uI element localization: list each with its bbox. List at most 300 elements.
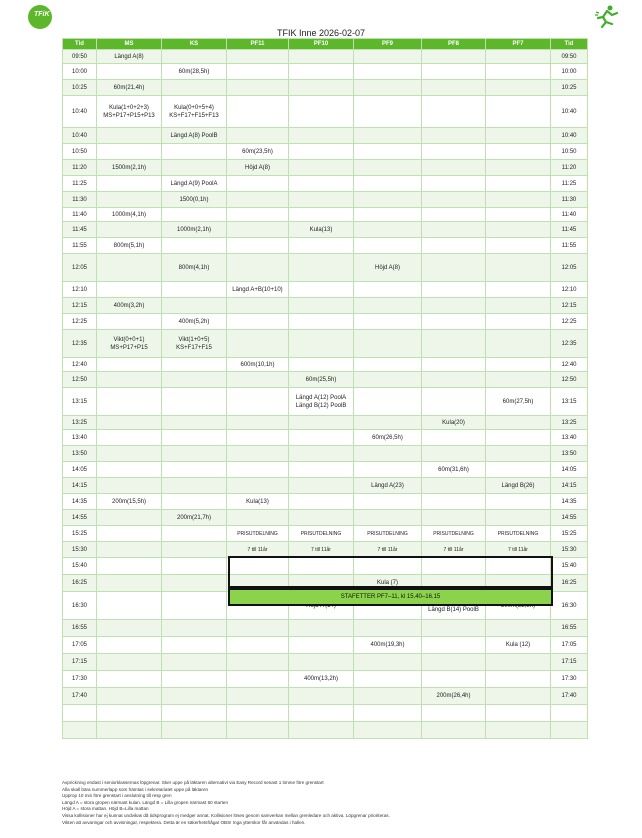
event-cell <box>97 558 162 575</box>
event-cell: Längd B(14) PoolB <box>422 592 486 620</box>
event-cell <box>162 558 227 575</box>
event-cell <box>162 575 227 592</box>
header-cell: MS <box>97 39 162 50</box>
event-cell <box>422 222 486 238</box>
event-cell: Längd A+B(10+10) <box>227 282 289 298</box>
event-cell: 1500m(2,1h) <box>97 160 162 176</box>
time-cell-right: 11:20 <box>551 160 588 176</box>
time-cell: 10:40 <box>63 128 97 144</box>
event-cell <box>354 80 422 96</box>
event-cell <box>486 222 551 238</box>
event-cell <box>227 446 289 462</box>
time-cell: 13:40 <box>63 430 97 446</box>
event-cell <box>162 358 227 372</box>
event-cell <box>227 96 289 128</box>
time-cell-right: 14:05 <box>551 462 588 478</box>
event-cell <box>97 64 162 80</box>
table-row <box>63 446 588 462</box>
event-cell <box>354 446 422 462</box>
event-cell <box>422 671 486 688</box>
time-cell: 12:35 <box>63 330 97 358</box>
footer-line: Vissa kollisioner har ej kunnat undvikas då tidsprogram ej medger annat. Kollisioner löses genom samverkan mellan grenledare och aktiva. Löpgrenar prioriteras. <box>62 812 390 818</box>
event-cell <box>162 208 227 222</box>
time-cell-right <box>551 722 588 739</box>
event-cell <box>422 478 486 494</box>
event-cell <box>162 238 227 254</box>
event-cell <box>422 510 486 526</box>
event-cell <box>289 80 354 96</box>
event-cell <box>354 144 422 160</box>
time-cell-right: 15:30 <box>551 542 588 558</box>
event-cell <box>227 620 289 637</box>
event-cell <box>289 558 354 575</box>
event-cell <box>227 705 289 722</box>
event-cell <box>354 388 422 416</box>
footer-line: Höjd A = stora mattan. Höjd B=Lilla mattan <box>62 806 149 812</box>
event-cell <box>422 558 486 575</box>
event-cell: 400m(19,3h) <box>354 637 422 654</box>
event-cell <box>354 128 422 144</box>
event-cell <box>97 430 162 446</box>
event-cell <box>422 358 486 372</box>
event-cell: Kula (7) <box>354 575 422 592</box>
schedule-table <box>62 38 588 739</box>
time-cell: 13:25 <box>63 416 97 430</box>
event-cell <box>227 416 289 430</box>
event-cell <box>227 208 289 222</box>
event-cell <box>97 128 162 144</box>
event-cell <box>162 282 227 298</box>
table-row <box>63 330 588 358</box>
time-cell-right: 13:40 <box>551 430 588 446</box>
event-cell <box>486 558 551 575</box>
event-cell <box>227 722 289 739</box>
table-row <box>63 128 588 144</box>
event-cell <box>162 688 227 705</box>
time-cell-right: 14:55 <box>551 510 588 526</box>
event-cell <box>97 671 162 688</box>
event-cell <box>354 510 422 526</box>
time-cell: 10:25 <box>63 80 97 96</box>
time-cell: 15:30 <box>63 542 97 558</box>
event-cell <box>162 722 227 739</box>
event-cell: 200m(21,7h) <box>162 510 227 526</box>
event-cell <box>227 671 289 688</box>
event-cell <box>354 620 422 637</box>
table-row <box>63 358 588 372</box>
event-cell <box>422 430 486 446</box>
time-cell: 13:15 <box>63 388 97 416</box>
event-cell <box>422 388 486 416</box>
event-cell: Vikt(1+0+5) KS+F17+F15 <box>162 330 227 358</box>
event-cell <box>354 722 422 739</box>
time-cell-right: 16:25 <box>551 575 588 592</box>
time-cell: 14:15 <box>63 478 97 494</box>
event-cell <box>486 620 551 637</box>
time-cell-right: 15:40 <box>551 558 588 575</box>
schedule-body <box>63 50 588 739</box>
event-cell <box>486 144 551 160</box>
event-cell <box>162 620 227 637</box>
time-cell: 12:40 <box>63 358 97 372</box>
event-cell <box>227 176 289 192</box>
event-cell <box>486 192 551 208</box>
time-cell: 10:50 <box>63 144 97 160</box>
table-row <box>63 388 588 416</box>
table-row <box>63 542 588 558</box>
event-cell <box>227 388 289 416</box>
event-cell <box>289 510 354 526</box>
event-cell <box>486 462 551 478</box>
table-row <box>63 430 588 446</box>
event-cell <box>289 128 354 144</box>
table-row <box>63 688 588 705</box>
header-cell: PF9 <box>354 39 422 50</box>
event-cell: Längd A(8) <box>97 50 162 64</box>
table-row <box>63 478 588 494</box>
event-cell <box>422 176 486 192</box>
time-cell: 15:40 <box>63 558 97 575</box>
event-cell: 200m(15,5h) <box>97 494 162 510</box>
event-cell: Vikt(0+0+1) MS+P17+P15 <box>97 330 162 358</box>
time-cell-right: 10:40 <box>551 128 588 144</box>
time-cell-right: 11:55 <box>551 238 588 254</box>
time-cell-right: 17:15 <box>551 654 588 671</box>
time-cell-right: 15:25 <box>551 526 588 542</box>
event-cell <box>486 358 551 372</box>
time-cell-right: 12:50 <box>551 372 588 388</box>
event-cell <box>289 282 354 298</box>
event-cell: 7 till 11år <box>289 542 354 558</box>
event-cell <box>422 705 486 722</box>
event-cell <box>354 462 422 478</box>
event-cell <box>97 510 162 526</box>
table-row <box>63 722 588 739</box>
event-cell <box>97 282 162 298</box>
time-cell <box>63 705 97 722</box>
event-cell <box>289 208 354 222</box>
event-cell: Längd A(12) PoolA Längd B(12) PoolB <box>289 388 354 416</box>
footer-line: Alla skall bära nummerlapp som hämtas i sekretariatet uppe på läktaren <box>62 786 209 792</box>
event-cell: PRISUTDELNING <box>486 526 551 542</box>
time-cell <box>63 722 97 739</box>
event-cell <box>486 50 551 64</box>
event-cell <box>354 222 422 238</box>
event-cell <box>354 416 422 430</box>
event-cell <box>227 510 289 526</box>
footer-line: Längd A = stora gropen närmast kulan. Längd B = Lilla gropen närmast 60 starten <box>62 799 228 805</box>
table-row <box>63 208 588 222</box>
time-cell-right: 12:10 <box>551 282 588 298</box>
event-cell <box>97 478 162 494</box>
event-cell <box>486 372 551 388</box>
event-cell <box>162 494 227 510</box>
event-cell <box>227 298 289 314</box>
event-cell: 1000m(2,1h) <box>162 222 227 238</box>
event-cell <box>97 688 162 705</box>
event-cell <box>97 192 162 208</box>
time-cell: 16:25 <box>63 575 97 592</box>
runner-logo-icon <box>593 4 621 28</box>
table-row <box>63 462 588 478</box>
event-cell <box>97 446 162 462</box>
event-cell <box>97 314 162 330</box>
header-cell: KS <box>162 39 227 50</box>
event-cell <box>97 592 162 620</box>
time-cell: 17:05 <box>63 637 97 654</box>
table-row <box>63 254 588 282</box>
time-cell: 14:55 <box>63 510 97 526</box>
event-cell <box>354 558 422 575</box>
event-cell <box>289 298 354 314</box>
event-cell: 400m(3,2h) <box>97 298 162 314</box>
event-cell: 1000m(4,1h) <box>97 208 162 222</box>
event-cell: 200m(26,4h) <box>422 688 486 705</box>
event-cell: Kula(1+0+2+3) MS+P17+P15+P13 <box>97 96 162 128</box>
event-cell <box>162 526 227 542</box>
time-cell: 10:40 <box>63 96 97 128</box>
time-cell: 12:25 <box>63 314 97 330</box>
time-cell-right: 11:40 <box>551 208 588 222</box>
event-cell: Längd B(26) <box>486 478 551 494</box>
event-cell <box>354 671 422 688</box>
event-cell <box>227 254 289 282</box>
time-cell-right: 13:25 <box>551 416 588 430</box>
event-cell: Kula(20) <box>422 416 486 430</box>
event-cell <box>289 160 354 176</box>
event-cell <box>227 478 289 494</box>
event-cell <box>289 96 354 128</box>
table-row <box>63 372 588 388</box>
event-cell: 7 till 11år <box>354 542 422 558</box>
event-cell <box>162 80 227 96</box>
event-cell <box>486 128 551 144</box>
time-cell: 16:30 <box>63 592 97 620</box>
event-cell <box>486 510 551 526</box>
time-cell: 11:45 <box>63 222 97 238</box>
event-cell <box>289 446 354 462</box>
event-cell <box>227 637 289 654</box>
event-cell: 1500(0,1h) <box>162 192 227 208</box>
event-cell <box>162 388 227 416</box>
event-cell <box>289 64 354 80</box>
event-cell <box>289 654 354 671</box>
time-cell-right: 14:35 <box>551 494 588 510</box>
event-cell <box>486 430 551 446</box>
event-cell <box>227 238 289 254</box>
event-cell: PRISUTDELNING <box>227 526 289 542</box>
event-cell <box>486 238 551 254</box>
table-row <box>63 160 588 176</box>
event-cell <box>227 688 289 705</box>
event-cell <box>354 330 422 358</box>
table-row <box>63 80 588 96</box>
event-cell <box>486 654 551 671</box>
time-cell: 11:20 <box>63 160 97 176</box>
time-cell: 11:30 <box>63 192 97 208</box>
time-cell-right: 12:15 <box>551 298 588 314</box>
event-cell <box>97 416 162 430</box>
event-cell <box>289 494 354 510</box>
event-cell: 60m(21,4h) <box>97 80 162 96</box>
table-row <box>63 192 588 208</box>
event-cell <box>486 80 551 96</box>
event-cell <box>97 620 162 637</box>
event-cell <box>227 654 289 671</box>
time-cell-right: 14:15 <box>551 478 588 494</box>
event-cell <box>289 254 354 282</box>
event-cell <box>97 722 162 739</box>
event-cell: 7 till 11år <box>486 542 551 558</box>
table-row <box>63 671 588 688</box>
event-cell: 60m(23,5h) <box>227 144 289 160</box>
event-cell <box>227 222 289 238</box>
event-cell <box>97 372 162 388</box>
time-cell: 12:15 <box>63 298 97 314</box>
time-cell: 14:05 <box>63 462 97 478</box>
event-cell <box>162 298 227 314</box>
event-cell <box>486 688 551 705</box>
time-cell-right: 10:25 <box>551 80 588 96</box>
event-cell <box>354 96 422 128</box>
event-cell <box>422 282 486 298</box>
event-cell <box>97 705 162 722</box>
event-cell: PRISUTDELNING <box>354 526 422 542</box>
time-cell-right: 10:50 <box>551 144 588 160</box>
header-cell: PF11 <box>227 39 289 50</box>
event-cell <box>97 358 162 372</box>
event-cell <box>486 671 551 688</box>
event-cell <box>354 208 422 222</box>
event-cell <box>486 254 551 282</box>
event-cell <box>227 80 289 96</box>
time-cell-right: 11:30 <box>551 192 588 208</box>
event-cell <box>486 96 551 128</box>
time-cell: 12:05 <box>63 254 97 282</box>
event-cell <box>227 430 289 446</box>
event-cell <box>162 372 227 388</box>
event-cell <box>354 705 422 722</box>
footer-line: Upprop 10 min före grenstart i anslutning till resp gren <box>62 793 172 799</box>
event-cell <box>354 298 422 314</box>
page-title: TFIK Inne 2026-02-07 <box>276 28 366 38</box>
event-cell <box>227 462 289 478</box>
table-row <box>63 314 588 330</box>
event-cell: 60m(28,5h) <box>162 64 227 80</box>
event-cell: Höjd A(8) <box>354 254 422 282</box>
event-cell <box>162 416 227 430</box>
event-cell: 60m(25,5h) <box>289 372 354 388</box>
event-cell <box>162 654 227 671</box>
event-cell <box>97 388 162 416</box>
time-cell-right: 16:30 <box>551 592 588 620</box>
event-cell <box>162 446 227 462</box>
event-cell <box>289 430 354 446</box>
time-cell-right: 10:40 <box>551 96 588 128</box>
table-row <box>63 282 588 298</box>
header-cell: PF8 <box>422 39 486 50</box>
event-cell <box>97 222 162 238</box>
table-row <box>63 238 588 254</box>
event-cell: Kula(13) <box>289 222 354 238</box>
event-cell <box>162 637 227 654</box>
event-cell <box>354 358 422 372</box>
time-cell: 12:50 <box>63 372 97 388</box>
table-row <box>63 558 588 575</box>
time-cell-right: 10:00 <box>551 64 588 80</box>
time-cell: 16:55 <box>63 620 97 637</box>
table-row <box>63 222 588 238</box>
event-cell <box>289 192 354 208</box>
event-cell: Kula(0+0+5+4) KS+F17+F15+F13 <box>162 96 227 128</box>
event-cell <box>354 192 422 208</box>
event-cell <box>422 160 486 176</box>
event-cell: 7 till 11år <box>227 542 289 558</box>
event-cell <box>289 330 354 358</box>
event-cell: PRISUTDELNING <box>422 526 486 542</box>
time-cell: 17:30 <box>63 671 97 688</box>
table-row <box>63 416 588 430</box>
event-cell <box>97 254 162 282</box>
event-cell <box>486 160 551 176</box>
event-cell <box>97 462 162 478</box>
event-cell <box>289 358 354 372</box>
event-cell: 60m(27,5h) <box>486 388 551 416</box>
event-cell <box>354 654 422 671</box>
time-cell-right: 09:50 <box>551 50 588 64</box>
table-row <box>63 298 588 314</box>
event-cell: 400m(5,2h) <box>162 314 227 330</box>
event-cell <box>289 50 354 64</box>
time-cell: 11:55 <box>63 238 97 254</box>
event-cell <box>486 208 551 222</box>
table-row <box>63 620 588 637</box>
event-cell <box>162 144 227 160</box>
event-cell <box>227 128 289 144</box>
event-cell <box>227 192 289 208</box>
event-cell <box>97 575 162 592</box>
header-cell: PF10 <box>289 39 354 50</box>
event-cell <box>227 330 289 358</box>
event-cell <box>162 160 227 176</box>
tfik-logo <box>28 5 52 29</box>
event-cell <box>162 462 227 478</box>
time-cell: 13:50 <box>63 446 97 462</box>
event-cell: 800m(4,1h) <box>162 254 227 282</box>
event-cell <box>97 637 162 654</box>
time-cell-right: 17:30 <box>551 671 588 688</box>
event-cell <box>486 176 551 192</box>
event-cell <box>354 176 422 192</box>
event-cell <box>354 238 422 254</box>
time-cell: 14:35 <box>63 494 97 510</box>
table-row <box>63 96 588 128</box>
table-row <box>63 654 588 671</box>
event-cell <box>289 416 354 430</box>
event-cell <box>162 542 227 558</box>
event-cell <box>162 592 227 620</box>
event-cell <box>486 330 551 358</box>
time-cell-right: 13:50 <box>551 446 588 462</box>
time-cell: 12:10 <box>63 282 97 298</box>
time-cell-right: 17:40 <box>551 688 588 705</box>
table-row <box>63 637 588 654</box>
event-cell <box>486 314 551 330</box>
event-cell <box>422 208 486 222</box>
event-cell: PRISUTDELNING <box>289 526 354 542</box>
event-cell <box>227 558 289 575</box>
table-row <box>63 144 588 160</box>
